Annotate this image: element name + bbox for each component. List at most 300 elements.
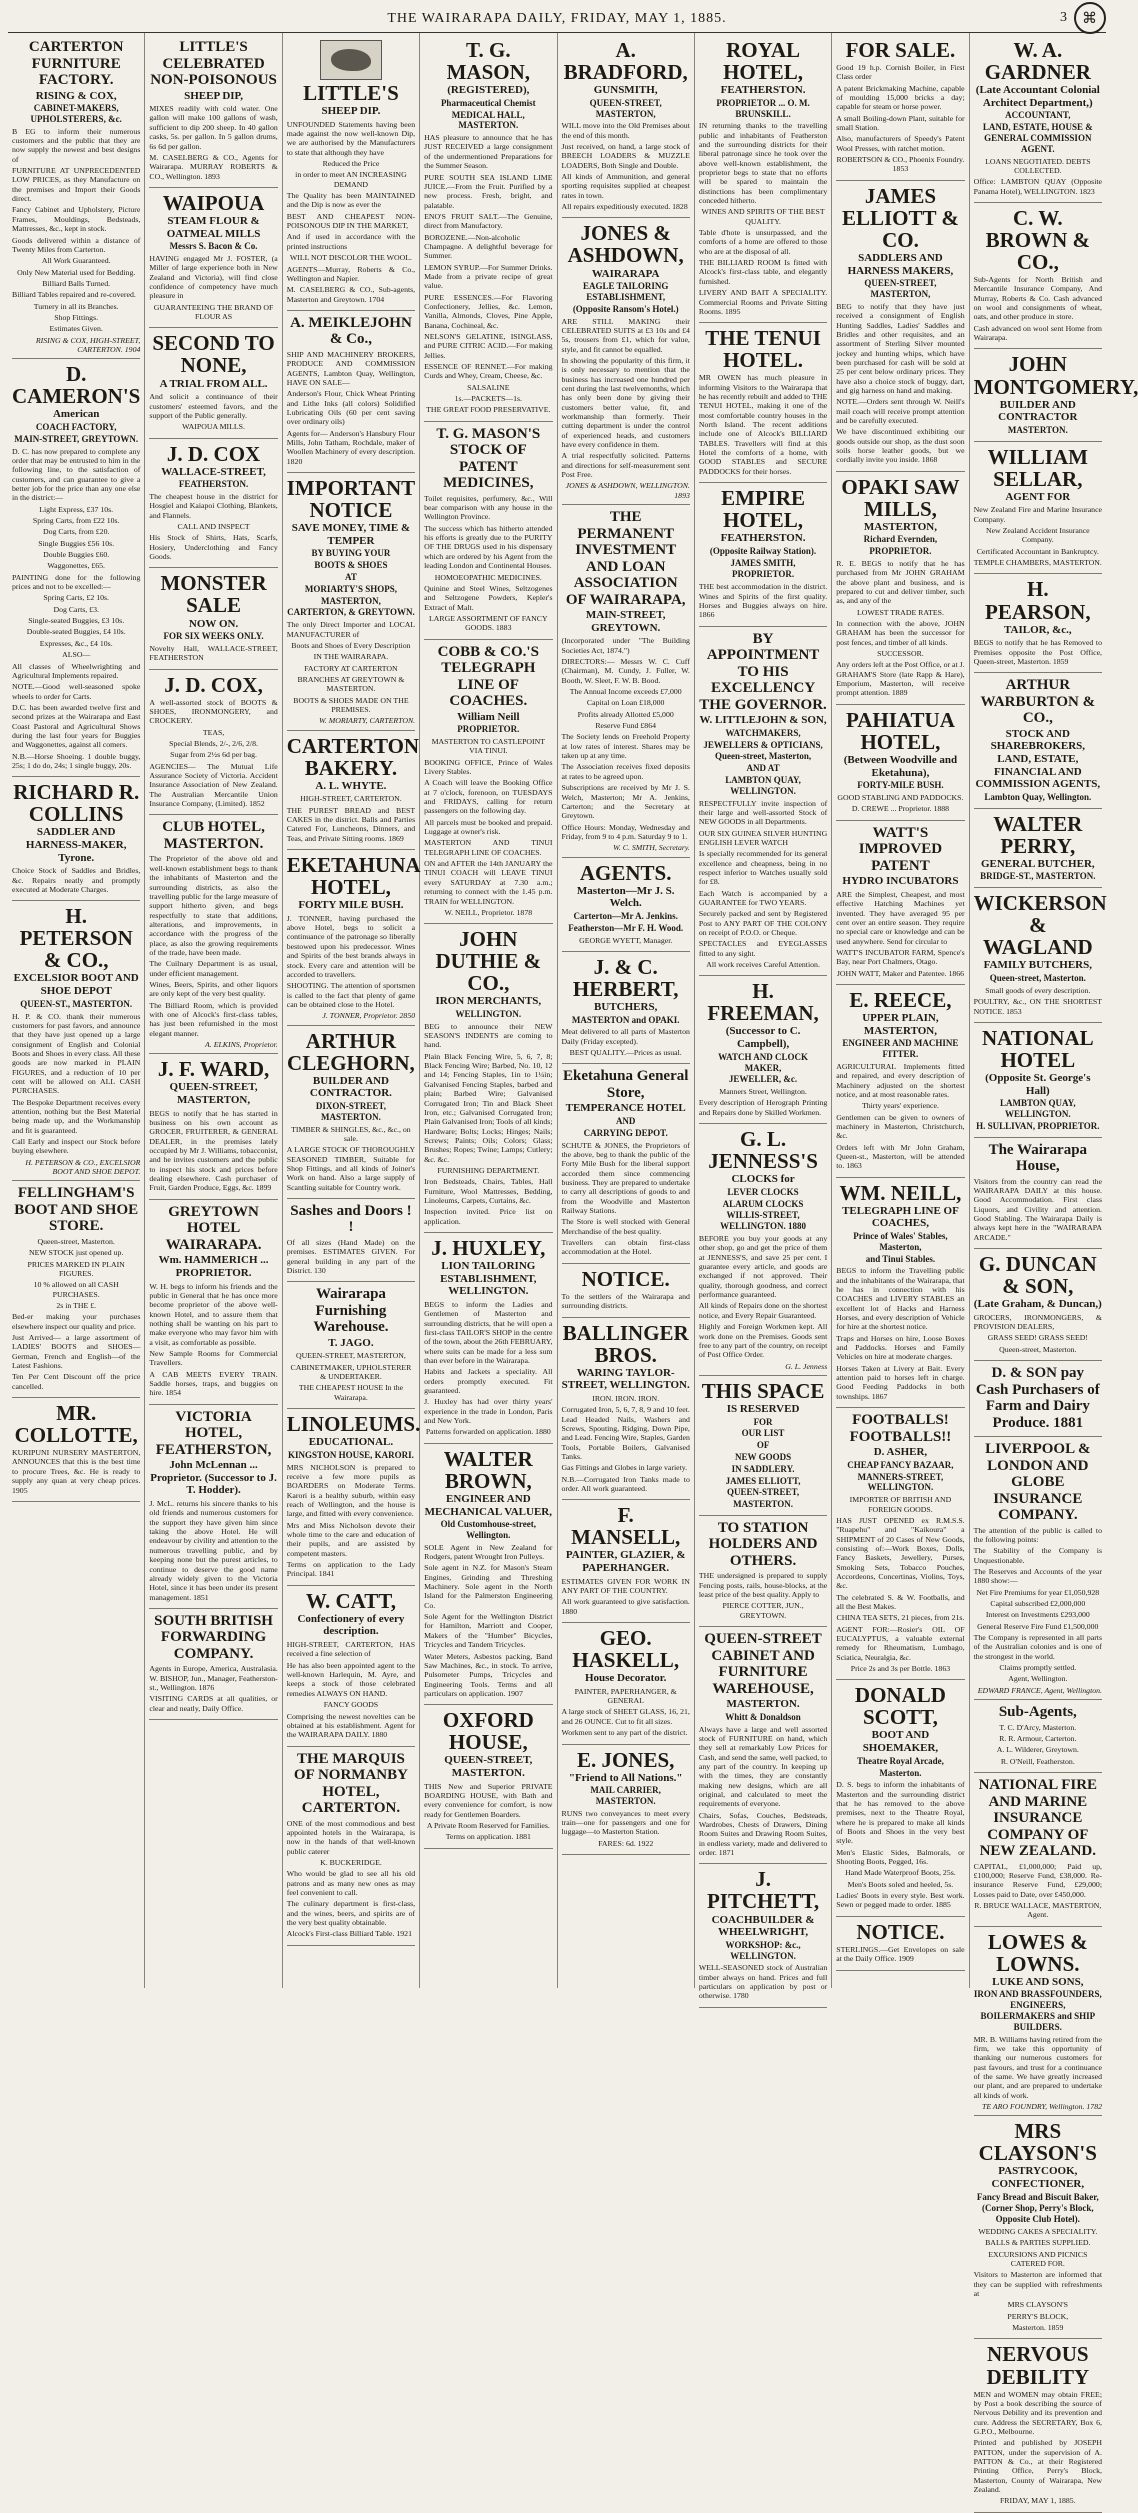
ad-text: The Stability of the Company is Unquestionable. [973, 1546, 1102, 1565]
ad-text: SCHUTE & JONES, the Proprietors of the above, beg to thank the public of the Forty Mile Bush for the liberal support accorded them since commencing business. They are prepared to undertake to carry all descriptions of goods to and from the Woodville and Masterton Railway Stations. [561, 1140, 690, 1216]
ad-heading: W. A. GARDNER [984, 38, 1091, 85]
ad-heading: IN SADDLERY. [731, 1463, 795, 1474]
ad-heading: JAMES ELLIOTT, [725, 1475, 801, 1486]
ad-text: Queen-street, Masterton. [37, 1236, 115, 1246]
advertisement [699, 35, 827, 323]
ad-text: Interest on Investments £293,000 [985, 1610, 1090, 1620]
ad-heading: GUNSMITH, [593, 84, 658, 97]
newspaper-column [558, 33, 695, 1988]
ad-text: A trial respectfully solicited. Patterns and directions for self-measurement sent Post Free. [561, 451, 690, 480]
ad-text: A CAB MEETS EVERY TRAIN. Saddle horses, traps, and buggies on hire. 1854 [149, 1369, 278, 1398]
ad-text: Water Meters, Asbestos packing, Band Saw Machines, &c., in stock. To arrive, Pulsometer Pumps, Tricycles and Engineering Tools. Terms and all particulars on application. 1907 [424, 1651, 553, 1698]
ad-text: Light Express, £37 10s. [39, 504, 114, 514]
advertisement-columns [8, 33, 1138, 2506]
ad-text: THE best accommodation in the district. Wines and Spirits of the first quality. Horses and Buggies always on hire. 1866 [698, 582, 828, 620]
ad-text: Just received, on hand, a large stock of BREECH LOADERS & MUZZLE LOADERS, Both Single and Double. [561, 142, 690, 170]
ad-heading: AT [345, 571, 357, 582]
masthead-title: THE WAIRARAPA DAILY, FRIDAY, MAY 1, 1885. [387, 11, 727, 26]
ad-text: In showing the popularity of this firm, it is only necessary to mention that the business has increased one hundred per cent during the last twelvemonths, which has only been done by giving their customers better value, fit, and workmanship than formerly. Their cutting department is under the control of experienced heads, and customers have every confidence in them. [561, 355, 690, 450]
ad-text: Single Buggies £56 10s. [38, 538, 115, 548]
advertisement [562, 858, 690, 952]
advertisement [424, 1705, 552, 1848]
ad-heading: PROPRIETOR. [869, 546, 932, 557]
advertisement [287, 35, 415, 311]
advertisement [973, 349, 1138, 441]
ad-heading: TEMPERANCE HOTEL [565, 1102, 686, 1115]
ad-heading: JONES & ASHDOWN, [567, 221, 684, 268]
ad-text: FRIDAY, MAY 1, 1885. [999, 2496, 1076, 2506]
ad-heading: THE TENUI HOTEL. [705, 326, 821, 373]
ad-heading: Masterton. [879, 1767, 922, 1778]
ad-heading: JOHN MONTGOMERY, [973, 352, 1138, 399]
advertisement [287, 1026, 415, 1199]
ad-heading: MASTERTON, [321, 595, 381, 606]
ad-text: WINES AND SPIRITS OF THE BEST QUALITY. [701, 207, 825, 226]
ad-text: MR. B. Williams having retired from the firm, we take this opportunity of thanking our numerous customers for past favours, and trust for a continuance of the same. We have greatly increased our plant, and are prepared to undertake all kinds of work. [973, 2034, 1102, 2100]
ad-heading: SHEEP DIP. [321, 105, 381, 118]
ad-heading: (Successor to C. Campbell), [725, 1025, 801, 1051]
advertisement [562, 952, 690, 1065]
advertisement [149, 1200, 277, 1405]
ad-heading: EKETAHUNA HOTEL, [286, 853, 421, 900]
ad-heading: Old Customhouse-street, Wellington. [440, 1519, 536, 1540]
advertisement [974, 203, 1102, 350]
ad-heading: STOCK AND SHAREBROKERS, LAND, ESTATE, FINANCIAL AND COMMISSION AGENTS, [975, 727, 1101, 791]
ad-text: Visitors to Masterton are informed that they can be supplied with refreshments at [973, 2270, 1102, 2299]
ad-text: NELSON'S GELATINE, ISINGLASS, and PURE CITRIC ACID.—For making Jellies. [424, 332, 553, 360]
ad-text: WILL NOT DISCOLOR THE WOOL. [289, 253, 412, 263]
ad-text: Traps and Horses on hire, Loose Boxes and Paddocks. Horses and Family Vehicles on hire at moderate charges. [836, 1333, 965, 1362]
ad-text: Estimates Given. [49, 324, 103, 334]
ad-heading: SAVE MONEY, TIME & TEMPER [291, 522, 411, 547]
ad-text: BEGS to inform the Ladies and Gentlemen of Masterton and surrounding districts, that he will open a first-class TAILOR'S SHOP in the centre of the town, about the 26th FEBRUARY, where suits can be made for a less sum than ever before in the Wairarapa. [424, 1299, 553, 1366]
masthead [8, 6, 1106, 33]
ad-signature: W. C. SMITH, Secretary. [613, 843, 690, 853]
ad-text: ONE of the most commodious and best appointed hotels in the Wairarapa, is now in the hands of that well-known public caterer [286, 1818, 416, 1856]
ad-text: BEG to announce their NEW SEASON'S INDENTS are coming to hand. [424, 1021, 553, 1050]
ad-text: Only New Material used for Bedding. [17, 267, 136, 277]
ad-text: The Society lends on Freehold Property at low rates of interest. Shares may be taken up at any time. [561, 732, 690, 761]
ad-text: Turnery in all its Branches. [33, 301, 119, 311]
ad-text: The Cuilnary Department is as usual, under efficient management. [149, 959, 278, 978]
ad-heading: Wm. HAMMERICH ... PROPRIETOR. [158, 1254, 269, 1279]
ad-text: All repairs expeditiously executed. 1828 [561, 202, 688, 212]
ad-heading: BALLINGER BROS. [562, 1320, 689, 1367]
ad-heading: SADDLERS AND HARNESS MAKERS, [847, 251, 954, 277]
ad-text: Visitors from the country can read the WAIRARAPA DAILY at this house. Good Accommodation. First class Liquors, and Civility and attention. Good Stabling. The Wairarapa Daily is always kept here in the "WAIRARAPA ARCADE." [973, 1176, 1102, 1242]
ad-heading: LIVERPOOL & LONDON AND GLOBE INSURANCE COMPANY. [985, 1441, 1091, 1524]
ad-text: We have discontinued exhibiting our goods outside our shop, as the dust soon soils horse leather goods, but we cordially invite you inside. 1868 [836, 427, 965, 465]
ad-text: The Store is well stocked with General Merchandise of the best quality. [561, 1217, 690, 1236]
ad-text: All kinds of Ammunition, and general sporting requisites supplied at cheapest rates in town. [561, 172, 690, 200]
ad-text: in order to meet AN INCREASING DEMAND [295, 170, 407, 189]
ad-text: VISITING CARDS at all qualities, or clear and neatly, Daily Office. [149, 1694, 278, 1713]
ad-heading: COACH FACTORY, [35, 422, 117, 433]
ad-text: A well-assorted stock of BOOTS & SHOES, IRONMONGERY, and CROCKERY. [149, 697, 278, 726]
ad-heading: (Corner Shop, Perry's Block, Opposite Club Hotel). [982, 2203, 1094, 2225]
ad-heading: VICTORIA HOTEL, FEATHERSTON, [155, 1408, 272, 1458]
ad-heading: Fancy Bread and Biscuit Baker, [976, 2191, 1099, 2202]
ad-heading: J. & C. HERBERT, [572, 954, 679, 1001]
advertisement [836, 472, 964, 705]
ad-heading: CHEAP FANCY BAZAAR, [847, 1459, 954, 1470]
ad-text: The Proprietor of the above old and well-known establishment begs to thank the inhabitants of Masterton and the surrounding districts, as also the travelling public for the large measure of support hitherto given, and begs respectfully to state that additions, alterations, and improvements, in accordance with the progress of the place, as also the growing requirements of the trade, have been made. [149, 854, 278, 957]
ad-text: Hand Made Waterproof Boots, 25s. [845, 1868, 956, 1878]
advertisement [149, 188, 277, 329]
ad-heading: BUILDER AND CONTRACTOR. [309, 1074, 392, 1100]
ad-text: Dog Carts, £3. [53, 604, 99, 614]
advertisement [974, 1138, 1102, 1249]
ad-heading: W. LITTLEJOHN & SON, [699, 714, 827, 727]
ad-text: HAS pleasure to announce that he has JUST RECEIVED a large consignment of the undermentioned Preparations for the Summer Season. [424, 133, 553, 171]
ad-text: All kinds of Repairs done on the shortest notice, and Every Repair Guaranteed. [698, 1301, 828, 1320]
ad-heading: WATCHMAKERS, [725, 727, 801, 738]
advertisement [424, 1233, 552, 1444]
ad-text: GROCERS, IRONMONGERS, & PROVISION DEALERS, [973, 1312, 1102, 1332]
ad-heading: CLOCKS for [731, 1173, 795, 1186]
ad-heading: PAHIATUA HOTEL, [845, 707, 955, 754]
ad-text: BRANCHES AT GREYTOWN & MASTERTON. [297, 674, 405, 694]
ad-text: A patent Brickmaking Machine, capable of moulding 15,000 bricks a day; capable for steam or horse power. [836, 83, 965, 112]
ad-text: Small goods of every description. [985, 985, 1091, 995]
ad-text: TEMPLE CHAMBERS, MASTERTON. [973, 558, 1102, 568]
ad-heading: MASTERTON. [1007, 424, 1068, 435]
advertisement [149, 35, 277, 188]
ad-text: BEGS to inform the Travelling public and the inhabitants of the Wairarapa, that he has in connection with his COACHES and LIVERY STABLES an excellent lot of Hacks and Harness Horses, and every description of Vehicle for hire at the shortest notice. [836, 1266, 965, 1332]
ad-text: ON and AFTER the 14th JANUARY the TINUI COACH will LEAVE TINUI every SATURDAY at 7.30 a.m.; returning to connect with the 1.45 p.m. TRAIN for WELLINGTON. [424, 859, 553, 906]
ad-heading: FORTY-MILE BUSH. [857, 780, 944, 791]
ad-text: Horses Taken at Livery at Bait. Every attention paid to horses left in charge. Good Feeding Paddocks in both townships. 1867 [836, 1363, 965, 1401]
ad-heading: PROPRIETOR. [457, 724, 520, 735]
ad-heading: PASTRYCOOK, CONFECTIONER, [991, 2165, 1085, 2190]
advertisement [286, 731, 420, 850]
ad-text: Cash advanced on wool sent Home from Wairarapa. [973, 323, 1102, 343]
ad-text: All work guaranteed to give satisfaction. 1880 [561, 1597, 690, 1616]
ad-text: N.B.—Horse Shoeing. 1 double buggy, 25s; 1 do do, 24s; 1 single buggy, 20s. [12, 751, 141, 770]
ad-text: GRASS SEED! GRASS SEED! [987, 1333, 1088, 1343]
advertisement [562, 218, 690, 505]
advertisement [562, 1064, 690, 1263]
ad-text: IN returning thanks to the travelling public and inhabitants of Featherston and the surrounding districts for their liberal patronage since he took over the above well-known establishment, the proprietor begs to state that no efforts will be spared to maintain the distinctions has been complimentary conceded hitherto. [698, 121, 828, 206]
ad-heading: Theatre Royal Arcade, [856, 1755, 944, 1766]
advertisement [424, 422, 552, 640]
ad-text: Terms on application. 1881 [445, 1832, 531, 1842]
ad-text: H. P. & CO. thank their numerous customers for past favors, and announce that they have just opened up a large consignment of English and Colonial Boots and Shoes in every class. All these goods are now marked in PLAIN FIGURES, and a reduction of 10 per cent will be allowed on ALL CASH PURCHASES. [12, 1011, 141, 1096]
ad-heading: BOOTS & SHOES [314, 560, 388, 571]
ad-text: MASTERTON AND TINUI TELEGRAPH LINE OF COACHES. [424, 838, 553, 857]
advertisement [286, 1409, 421, 1586]
ad-heading: NATIONAL FIRE AND MARINE INSURANCE COMPANY OF NEW ZEALAND. [978, 1777, 1098, 1860]
ad-heading: Richard Evernden, [863, 534, 938, 545]
ad-text: The Bespoke Department receives every attention, nothing but the Best Material being made up, and the Workmanship and fit is guaranteed. [12, 1097, 141, 1135]
ad-text: IMPORTER OF BRITISH AND FOREIGN GOODS. [849, 1495, 952, 1514]
ad-text: Dog Carts, from £20. [42, 527, 110, 537]
ad-heading: BY BUYING YOUR [311, 548, 391, 559]
ad-heading: STEAM FLOUR & OATMEAL MILLS [166, 214, 261, 240]
ad-heading: KINGSTON HOUSE, KARORI. [288, 1449, 414, 1460]
ad-text: Table d'hote is unsurpassed, and the comforts of a home are offered to those who are at the disposal of all. [698, 228, 828, 256]
ad-text: Reduced the Price [322, 159, 380, 169]
ad-heading: WATCH AND CLOCK MAKER, [718, 1051, 808, 1073]
ad-text: The Annual Income exceeds £7,000 [569, 687, 682, 697]
ad-heading: FOR [753, 1416, 773, 1427]
ad-text: Men's Boots soled and heeled, 5s. [847, 1879, 954, 1889]
ad-heading: SECOND TO NONE, [152, 331, 275, 378]
ad-heading: QUEEN-STREET, MASTERTON, [864, 278, 937, 300]
ad-text: Office Hours: Monday, Wednesday and Friday, from 9 to 4 p.m. Saturday 9 to 1. [561, 822, 690, 841]
ad-text: Spring Carts, £2 10s. [43, 593, 109, 603]
ad-heading: GREYTOWN HOTEL WAIRARAPA. [165, 1203, 262, 1253]
ad-text: Plain Black Fencing Wire, 5, 6, 7, 8; Black Fencing Wire; Barbed, No. 10, 12 and 14; Fencing Staples, 1in to 1¼in; Galvanised Fencing Staples, barbed and plain; Barbed Wire; Galvanised Corrugated Iron; Tin and Black Sheet Iron, etc.; Galvanised Corrugated Iron; Plain Galvanised Iron; Tools of all kinds; Hardware; Bolts; Locks; Hinges; Nails; Screws; Paints; Oils; Colors; Glass; Brushes; Ropes; Twine; Lamps; Cutlery; &c. &c. [424, 1051, 553, 1164]
ad-text: AGENTS—Murray, Roberts & Co., Wellington and Napier. [286, 264, 416, 283]
ad-heading: (Late Graham, & Duncan,) [973, 1298, 1102, 1311]
ad-text: Sole Agent for the Wellington District for Hamilton, Marriott and Cooper, Makers of the "Humber" Bicycles, Tricycles and Tandem Tricycles. [424, 1612, 553, 1650]
ad-text: Men's Elastic Sides, Balmorals, or Shooting Boots, Pegged, 16s. [836, 1847, 965, 1867]
ad-text: Double-seated Buggies, £4 10s. [26, 627, 126, 637]
ad-text: FACTORY AT CARTERTON [304, 663, 398, 673]
ad-heading: Masterton—Mr J. S. Welch. [576, 884, 675, 910]
ad-heading: ACCOUNTANT, [1005, 110, 1071, 121]
ad-text: THE BILLIARD ROOM Is fitted with Alcock's first-class table, and elegantly furnished. [698, 258, 828, 286]
ad-heading: IRON AND BRASSFOUNDERS, ENGINEERS, BOILERMAKERS and SHIP BUILDERS. [973, 1989, 1102, 2032]
ad-text: CAPITAL, £1,000,000; Paid up, £100,000; Reserve Fund, £38,000. Re-insurance Reserve Fund, £29,000; Losses paid to Date, over £450,000. [973, 1861, 1102, 1899]
ad-heading: COBB & CO.'S TELEGRAPH LINE OF COACHES. [437, 643, 539, 710]
ad-heading: (Between Woodville and Eketahuna), [843, 753, 958, 779]
ad-heading: D. CAMERON'S [12, 362, 141, 409]
ad-text: D. C. has now prepared to complete any order that may be entrusted to him in the following line, to the satisfaction of customers, and can guarantee to give a better job for the price than any one else in the district:— [12, 446, 141, 503]
ad-heading: MASTERTON, [863, 520, 937, 533]
advertisement [562, 1745, 690, 1856]
ad-heading: ARTHUR CLEGHORN, [287, 1028, 415, 1075]
newspaper-column [8, 33, 145, 1988]
ad-text: UNFOUNDED Statements having been made against the now well-known Dip, we are authorised by the Manufacturers to state that although they have [286, 119, 416, 157]
ad-heading: H. SULLIVAN, PROPRIETOR. [976, 1120, 1100, 1131]
ad-heading: WORKSHOP: &c., WELLINGTON. [725, 1939, 801, 1961]
ad-heading: FEATHERSTON. [720, 532, 806, 545]
ad-heading: EMPIRE HOTEL, [721, 486, 806, 533]
ad-heading: D. ASHER, [873, 1446, 928, 1459]
ad-text: Any orders left at the Post Office, or at J. GRAHAM'S Store (late Rapp & Hare), Emporium, Masterton, will receive prompt attention. 1889 [836, 660, 965, 698]
ad-text: SHOOTING. The attention of sportsmen is called to the fact that plenty of game can be obtained close to the Hotel. [286, 981, 416, 1009]
ad-text: Billiard Balls Turned. [42, 278, 111, 288]
advertisement [149, 1405, 277, 1609]
ad-heading: AND AT [746, 763, 780, 774]
ad-heading: and Tinui Stables. [865, 1253, 936, 1264]
ad-text: THE undersigned is prepared to supply Fencing posts, rails, house-blocks, at the least price of the best quality. Apply to [698, 1571, 828, 1600]
ad-text: SALSALINE [467, 382, 510, 392]
advertisement [836, 35, 964, 181]
ad-heading: QUEEN-STREET CABINET AND FURNITURE WAREHOUSE, [704, 1631, 822, 1697]
ad-text: K. BUCKERIDGE. [320, 1857, 382, 1867]
ad-heading: (REGISTERED), [447, 84, 530, 97]
ad-text: R. E. BEGS to notify that he has purchased from Mr JOHN GRAHAM the above plant and business, and is prepared to cut and deliver timber, such as, and any of the [836, 559, 965, 606]
ad-heading: A. BRADFORD, [563, 38, 688, 85]
ad-heading: PAINTER, GLAZIER, & PAPERHANGER. [565, 1549, 686, 1575]
ad-signature: EDWARD FRANCE, Agent, Wellington. [977, 1685, 1102, 1695]
ad-text: J. Huxley has had over thirty years' experience in the trade in London, Paris and New York. [424, 1397, 553, 1426]
ad-text: SPECTACLES and EYEGLASSES fitted to any sight. [698, 939, 828, 958]
ad-text: Chairs, Sofas, Couches, Bedsteads, Wardrobes, Chests of Drawers, Dining Room Suites and Drawing Room Suites, in endless variety, made and delivered to order. 1871 [698, 1810, 828, 1858]
ad-text: Each Watch is accompanied by a GUARANTEE for TWO YEARS. [698, 888, 828, 907]
ad-heading: THIS SPACE [701, 1378, 825, 1403]
ad-text: Good 19 h.p. Cornish Boiler, in First Class order [836, 63, 965, 82]
ad-text: Goods delivered within a distance of Twenty Miles from Carterton. [12, 235, 141, 254]
ad-text: IRON. IRON. IRON. [592, 1393, 660, 1403]
ad-heading: (Late Accountant Colonial Architect Department,) [975, 84, 1100, 109]
ad-heading: E. REECE, [849, 987, 952, 1012]
ad-text: MRS CLAYSON'S [1007, 2300, 1068, 2310]
ad-text: PURE ESSENCES.—For Flavoring Confectionery, Jellies, &c. Lemon, Vanilla, Almonds, Cloves, Pine Apple, Banana, Cochineal, &c. [424, 292, 553, 330]
ad-heading: WALLACE-STREET, [161, 465, 266, 478]
ad-heading: MR. COLLOTTE, [14, 1401, 138, 1448]
ad-heading: QUEEN-STREET, MASTERTON, [169, 1081, 258, 1107]
ad-heading: SHEEP DIP, [184, 89, 244, 102]
ad-text: Toilet requisites, perfumery, &c., Will bear comparison with any house in the Wellington Province. [424, 493, 553, 522]
ad-heading: ROYAL HOTEL, [723, 38, 804, 85]
ad-heading: EDUCATIONAL. [308, 1436, 394, 1449]
ad-text: BEGS to notify that he has Removed to Premises opposite the Post Office, Queen-street, Masterton. 1859 [973, 638, 1102, 666]
ad-text: And if used in accordance with the printed instructions [286, 232, 416, 251]
ad-text: ESTIMATES GIVEN FOR WORK IN ANY PART OF THE COUNTRY. [561, 1576, 690, 1596]
ad-text: ENO'S FRUIT SALT.—The Genuine, direct from Manufactory. [424, 211, 553, 231]
ad-text: Manners Street, Wellington. [719, 1087, 807, 1097]
ad-heading: MAIN-STREET, GREYTOWN. [14, 433, 139, 444]
ad-text: 10 % allowed on all CASH PURCHASES. [33, 1280, 119, 1299]
ad-text: Anderson's Flour, Chick Wheat Printing and Lithe Inks (all colors) Solidified Lubricating Oils (60 per cent saving over ordinary oils) [286, 389, 416, 427]
newspaper-column [145, 33, 282, 1988]
advertisement [149, 328, 277, 438]
ad-text: All work receives Careful Attention. [706, 960, 820, 969]
ad-text: Subscriptions are received by Mr J. S. Welch, Masterton; Mr A. Jenkins, Carterton; and the Secretary at Greytown. [561, 783, 690, 821]
ad-heading: GEO. HASKELL, [572, 1626, 680, 1673]
ad-text: EXCURSIONS AND PICNICS CATERED FOR. [988, 2249, 1088, 2269]
ad-text: THE CHEAPEST HOUSE In the Wairarapa. [298, 1383, 404, 1402]
ad-text: A small Boiling-down Plant, suitable for small Station. [836, 113, 965, 133]
ad-heading: Featherston—Mr F. H. Wood. [568, 922, 684, 933]
ad-heading: MASTERTON. [726, 1698, 800, 1711]
ad-heading: WAIRARAPA [591, 267, 660, 280]
ad-text: The cheapest house in the district for Hosgiel and Kaiapoi Clothing, Blankets, and Flannels. [149, 492, 278, 520]
library-stamp-icon: ⌘ [1074, 2, 1106, 34]
advertisement [699, 1864, 827, 2007]
ad-text: A Private Room Reserved for Families. [426, 1820, 550, 1830]
ad-text: 2s in THE £. [56, 1300, 97, 1310]
ad-heading: FOOTBALLS! FOOTBALLS!! [849, 1412, 952, 1445]
ad-text: Ladies' Boots in every style. Best work. Sewn or pegged made to order. 1885 [836, 1891, 965, 1910]
ad-text: AGRICULTURAL Implements fitted and repaired, and every description of Machinery adjusted on the shortest notice, and at most reasonable rates. [836, 1061, 965, 1099]
ad-text: PIERCE COTTER, JUN., GREYTOWN. [722, 1601, 804, 1620]
ad-heading: LEVER CLOCKS [727, 1186, 799, 1197]
ad-text: GEORGE WYETT, Manager. [579, 935, 673, 945]
advertisement [699, 976, 827, 1124]
advertisement [149, 815, 277, 1054]
advertisement [149, 1609, 277, 1720]
ad-heading: "Friend to All Nations." [568, 1771, 683, 1784]
ad-heading: J. PITCHETT, [706, 1867, 820, 1914]
advertisement [562, 1623, 690, 1744]
ad-text: WILL move into the Old Premises about the end of this month. [561, 121, 690, 140]
ad-text: All Work Guaranteed. [41, 256, 111, 266]
ad-text: Travellers can obtain first-class accommodation at the Hotel. [561, 1238, 690, 1257]
advertisement [424, 1444, 552, 1705]
ad-text: PURE SOUTH SEA ISLAND LIME JUICE.—From the Fruit. Purified by a new process. Fresh, bright, and palatable. [424, 172, 553, 210]
ad-heading: E. JONES, [576, 1747, 675, 1772]
ad-heading: W. CATT, [305, 1588, 396, 1613]
newspaper-column [970, 33, 1138, 2506]
advertisement [973, 888, 1107, 1023]
advertisement [12, 1181, 140, 1398]
ad-text: Spring Carts, from £22 10s. [32, 516, 120, 526]
ad-text: SOLE Agent in New Zealand for Rodgers, patent Wrought Iron Pulleys. [424, 1542, 553, 1562]
ad-heading: T. JAGO. [328, 1336, 374, 1349]
ad-heading: WAIPOUA [162, 190, 265, 215]
ad-text: Quinine and Steel Wines, Seltzogenes and Seltzogene Powders, Kepler's Extract of Malt. [424, 583, 553, 612]
advertisement [974, 1361, 1102, 1437]
ad-text: BOROZENE.—Non-alcoholic Champagne. A delightful beverage for Summer. [424, 232, 553, 261]
advertisement [974, 809, 1102, 889]
ad-heading: WM. NEILL, [839, 1180, 962, 1205]
ad-heading: QUEEN-STREET, [727, 1487, 800, 1498]
ad-heading: UPPER PLAIN, MASTERTON, [862, 1011, 939, 1037]
ad-heading: MORIARTY'S SHOPS, [304, 583, 398, 594]
ad-text: Who would be glad to see all his old patrons and as many new ones as may feel convenient to call. [286, 1869, 416, 1897]
ad-text: A large stock of SHEET GLASS, 16, 21, and 26 OUNCE. Cut to fit all sizes. [561, 1707, 690, 1726]
advertisement [699, 627, 827, 977]
ad-text: Capital on Loan £18,000 [586, 698, 665, 708]
ad-text: The only Direct Importer and LOCAL MANUFACTURER of [286, 620, 416, 639]
ad-text: SHIP AND MACHINERY BROKERS, PRODUCE AND COMMISSION AGENTS, Lambton Quay, Wellington, HAVE ON SALE— [286, 349, 416, 387]
ad-text: Sub-Agents for North British and Mercantile Insurance Company, And Murray, Roberts & Co. Cash advanced on wool and consignments of wheat, oats, and other produce in store. [973, 275, 1102, 322]
ad-signature: A. ELKINS, Proprietor. [205, 1040, 278, 1049]
advertisement [424, 640, 552, 925]
ad-heading: Queen-street, Masterton, [715, 751, 812, 762]
ad-heading: NOW ON. [188, 617, 239, 630]
ad-text: Meat delivered to all parts of Masterton Daily (Friday excepted). [561, 1027, 690, 1046]
ad-heading: IS RESERVED [726, 1402, 800, 1415]
ad-text: HOMOEOPATHIC MEDICINES. [434, 572, 542, 582]
ad-text: LIVERY AND BAIT A SPECIALITY. Commercial Rooms and Private Sitting Rooms. 1895 [698, 288, 828, 316]
ad-text: He has also been appointed agent to the well-known Harlequin, M. Ayre, and keeps a stock of those celebrated remedies ALWAYS ON HAND. [286, 1660, 416, 1698]
ad-text: Wines, Beers, Spirits, and other liquors are only kept of the very best quality. [149, 979, 278, 999]
ad-heading: COACHBUILDER & WHEELWRIGHT, [711, 1913, 815, 1939]
ad-heading: MEDICAL HALL, MASTERTON. [451, 109, 525, 131]
ad-heading: MAIN-STREET, GREYTOWN. [585, 609, 666, 634]
ad-heading: D. & SON pay Cash Purchasers of Farm and Dairy Produce. 1881 [975, 1365, 1100, 1431]
ad-heading: Whitt & Donaldson [725, 1711, 801, 1722]
ad-heading: OF [756, 1440, 770, 1451]
advertisement [149, 568, 277, 669]
ad-text: Agents in Europe, America, Australasia. W. BISHOP, Jun., Manager, Featherston-st., Wellington. 1876 [149, 1664, 278, 1693]
ad-heading: NEW GOODS [735, 1451, 792, 1462]
ad-heading: MRS CLAYSON'S [978, 2119, 1097, 2166]
ad-heading: Lambton Quay, Wellington. [984, 791, 1092, 802]
ad-text: Highly and Foreign Workmen kept. All work done on the Premises. Goods sent free to any part of the country, on receipt of Post Office Order. [698, 1322, 828, 1360]
ad-heading: LITTLE'S CELEBRATED NON-POISONOUS [150, 39, 277, 88]
ad-heading: WICKERSON & WAGLAND [973, 891, 1107, 960]
ad-text: Just Arrived— a large assortment of LADIES' BOOTS and SHOES—German, French and English—of the Latest Fashions. [12, 1332, 141, 1371]
newspaper-column [283, 33, 420, 1988]
advertisement [12, 777, 140, 901]
ad-heading: ALARUM CLOCKS [722, 1198, 804, 1209]
advertisement [974, 574, 1102, 673]
ad-text: Shop Fittings. [54, 312, 99, 322]
advertisement [287, 311, 415, 473]
advertisement [974, 35, 1102, 203]
ad-text: MRS NICHOLSON is prepared to receive a few more pupils as BOARDERS on Moderate Terms. Karori is a healthy suburb, within easy reach of Wellington, and the house is large, and fitted with every convenience. [286, 1462, 416, 1519]
ad-text: ESSENCE OF RENNET.—For making Curds and Whey, Cream, Cheese, &c. [424, 362, 553, 381]
ad-text: THIS New and Superior PRIVATE BOARDING HOUSE, with Bath and every convenience for comfort, is now ready for Gentlemen Boarders. [424, 1781, 553, 1819]
ad-heading: AGENTS. [579, 860, 672, 885]
